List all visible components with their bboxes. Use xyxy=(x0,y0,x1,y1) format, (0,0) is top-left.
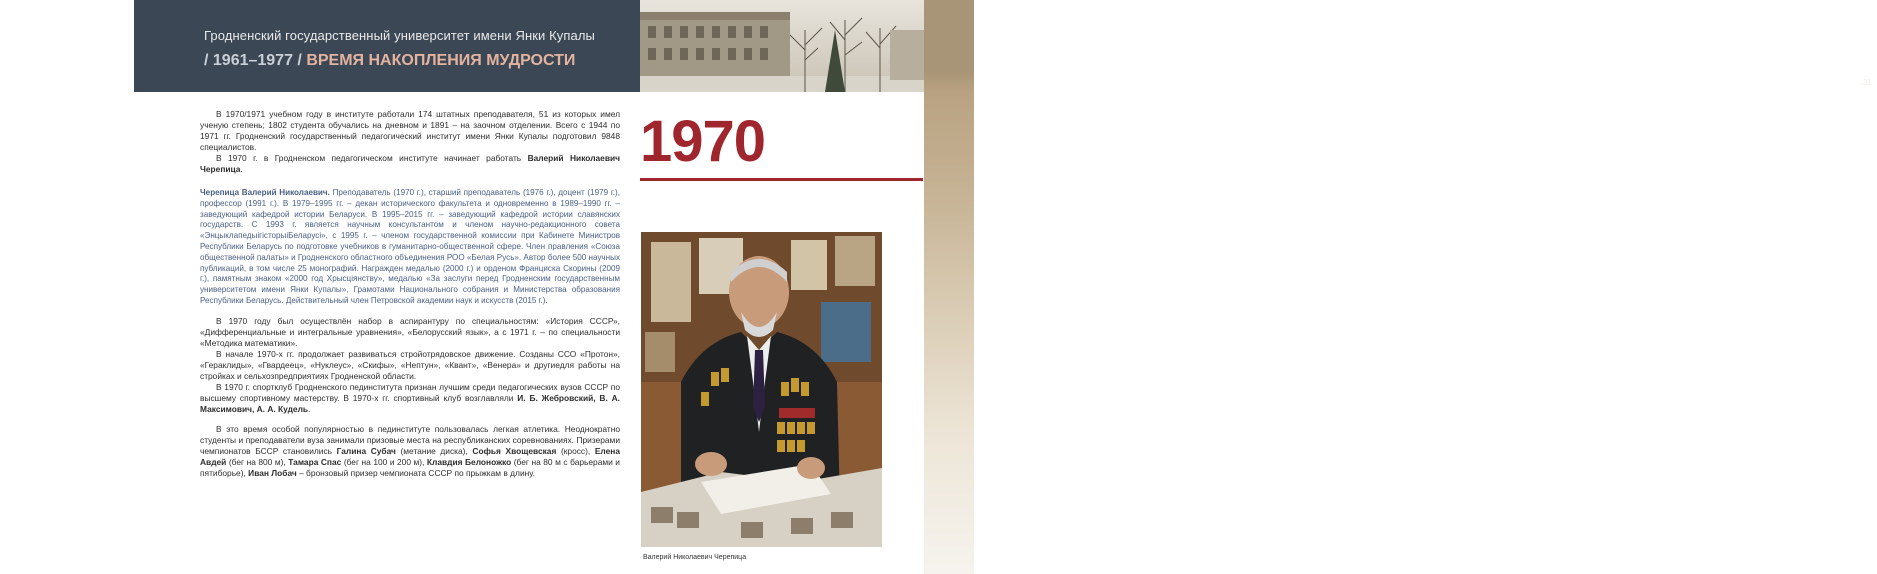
photo-caption: Валерий Николаевич Черепица xyxy=(643,554,747,561)
side-spine xyxy=(924,0,1877,574)
year-underline xyxy=(640,178,923,181)
article-body xyxy=(200,109,620,479)
university-title: Гродненский государственный университет имени Янки Купалы xyxy=(204,28,595,43)
bio-name: Черепица Валерий Николаевич. xyxy=(200,188,330,197)
period-heading xyxy=(204,52,575,70)
biography-block: Черепица Валерий Николаевич. Преподаватель (1970 г.), старший преподаватель (1976 г.), доцент (1979 г.), профессор (1991 г.). В 1979–1995 гг. – декан исторического факультета и одновременно в 1989–1990 гг. – заведующий кафедрой истории Беларуси. В 1995–2015 гг. – заведующий кафедрой истории славянских государств. С 1993 г. является научным консультантом и членом научно-редакционного совета «ЭнцыклапедыігісторыіБеларусі», с 1995 г. – членом государственной комиссии при Кабинете Министров Республики Беларусь по подготовке учебников в гуманитарно-общественной сфере. Член правления «Союза общественной палаты» и Гродненского областного объединения РОО «Белая Русь». Автор более 500 научных публикаций, в том числе 25 монографий. Награжден медалью (2000 г.) и орденом Франциска Скорины (2009 г.), памятным знаком «2000 год Хрысціянству», медалью «За заслуги перед Гродненским государственным университетом имени Янки Купалы», Грамотами Национального собрания и Министерства образования Республики Беларусь. Действительный член Петровской академии наук и искусств (2015 г.). xyxy=(200,188,620,305)
page-number: 31 xyxy=(1863,78,1872,87)
portrait-photo xyxy=(641,232,882,547)
year-heading: 1970 xyxy=(640,109,766,174)
paragraph-cherepitsa-start: В 1970 г. в Гродненском педагогическом институте начинает работать Валерий Николаевич Черепица. xyxy=(200,153,620,174)
section-vertical-title: ИСТОРИЧЕСКИЙ ОЧЕРК xyxy=(1858,112,1877,344)
period-years: / 1961–1977 / xyxy=(204,52,302,69)
paragraph-athletics: В это время особой популярностью в пединституте пользовалась легкая атлетика. Неоднократно студенты и преподаватели вуза занимали призовые места на республиканских соревнованиях. Призерами чемпионатов БССР становились Галина Субач (метание диска), Софья Хвощевская (кросс), Елена Авдей (бег на 800 м), Тамара Спас (бег на 100 и 200 м), Клавдия Белоножко (бег на 80 м с барьерами и пятиборье), Иван Лобач – бронзовый призер чемпионата СССР по прыжкам в длину. xyxy=(200,423,620,478)
university-building-photo xyxy=(640,0,924,92)
paragraph-student-brigades: В начале 1970-х гг. продолжает развиваться стройотрядовское движение. Созданы ССО «Протон», «Гераклиды», «Гвардеец», «Нуклеус», «Скифы», «Нептун», «Квант», «Венера» и другиедля работы на стройках и сельхозпредприятиях Гродненской области. xyxy=(200,348,620,381)
person-name: Валерий Николаевич Черепица xyxy=(200,153,620,174)
paragraph-sports-club: В 1970 г. спортклуб Гродненского пединститута признан лучшим среди педагогических вузов СССР по высшему спортивному мастерству. В 1970-х гг. спортивный клуб возглавляли И. Б. Жебровский, В. А. Максимович, А. А. Кудель. xyxy=(200,381,620,414)
header-banner xyxy=(134,0,924,92)
period-title: ВРЕМЯ НАКОПЛЕНИЯ МУДРОСТИ xyxy=(306,52,576,69)
paragraph-staff-stats: В 1970/1971 учебном году в институте работали 174 штатных преподавателя, 51 из которых имел ученую степень; 1802 студента обучались на дневном и 1891 – на заочном отделении. Всего с 1944 по 1971 гг. Гродненский государственный педагогический институт имени Янки Купалы подготовил 9848 специалистов. xyxy=(200,109,620,152)
paragraph-postgraduate: В 1970 году был осуществлён набор в аспирантуру по специальностям: «История СССР», «Дифференциальные и интегральные уравнения», «Белорусский язык», а с 1971 г. – по специальности «Методика математики». xyxy=(200,315,620,348)
club-leaders: И. Б. Жебровский, В. А. Максимович, А. А. Кудель xyxy=(200,392,620,414)
